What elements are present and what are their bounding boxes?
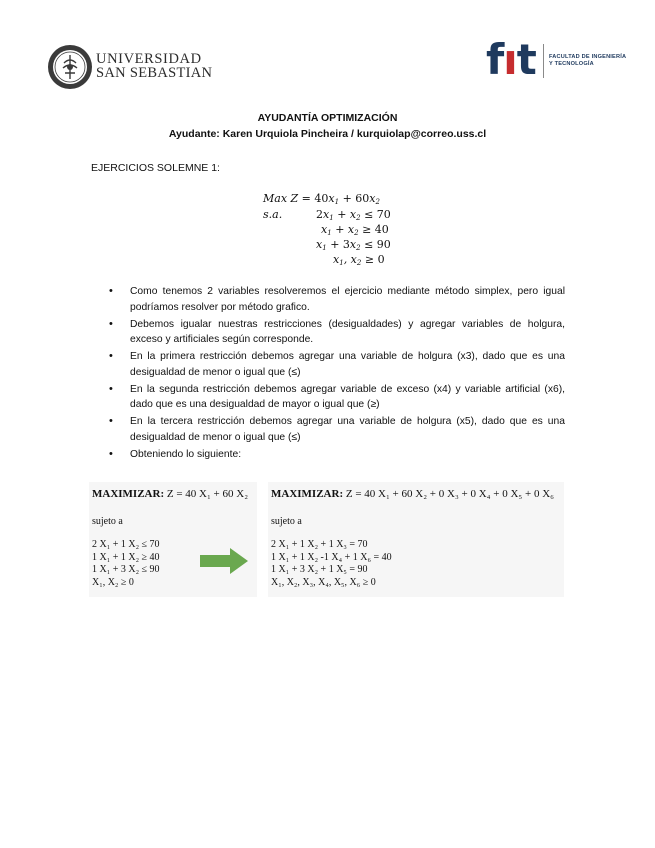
panel-heading-rest: Z = 40 X₁ + 60 X₂	[164, 488, 249, 500]
subject-to-label: s.a.	[263, 208, 283, 221]
list-item: • Como tenemos 2 variables resolveremos el ejercicio mediante método simplex, pero igual podríamos resolver por método grafico.	[110, 284, 565, 315]
university-name	[96, 52, 212, 80]
university-name-line1: UNIVERSIDAD	[96, 51, 202, 67]
constraint-lines	[92, 539, 160, 589]
faculty-name	[549, 54, 626, 68]
faculty-name-line2: Y TECNOLOGÍA	[549, 61, 594, 67]
constraint-line: 1 X₁ + 1 X₂ ≥ 40	[92, 551, 160, 563]
constraint-line: 2 X₁ + 1 X₂ + 1 X₃ = 70	[271, 539, 368, 550]
document-subtitle: Ayudante: Karen Urquiola Pincheira / kurquiolap@correo.uss.cl	[168, 128, 487, 140]
constraint-1: $2x_1 + x_2 \le 70$	[316, 208, 391, 222]
bullet-list	[110, 284, 565, 464]
logo-divider	[543, 44, 544, 78]
faculty-name-line1: FACULTAD DE INGENIERÍA	[549, 54, 627, 60]
subject-to-text: sujeto a	[271, 516, 302, 527]
constraint-line: X₁, X₂ ≥ 0	[92, 576, 134, 588]
constraint-line: 1 X₁ + 3 X₂ ≤ 90	[92, 564, 160, 575]
list-item: • En la primera restricción debemos agregar una variable de holgura (x3), dado que es una desigualdad de menor o igual que (≤)	[110, 349, 565, 380]
constraint-lines	[271, 539, 392, 589]
original-model-panel	[89, 482, 257, 597]
panel-heading	[271, 488, 554, 500]
panel-heading	[92, 488, 248, 500]
constraint-line: X₁, X₂, X₃, X₄, X₅, X₆ ≥ 0	[271, 576, 376, 588]
university-seal-icon	[47, 44, 93, 90]
list-item: • En la segunda restricción debemos agregar variable de exceso (x4) y variable artificial (x6), dado que es una desigualdad de mayor o igual que (≥)	[110, 382, 565, 413]
subject-to-text: sujeto a	[92, 516, 123, 527]
university-name-line2: SAN SEBASTIAN	[96, 65, 213, 81]
list-item: • Debemos igualar nuestras restricciones (desigualdades) y agregar variables de holgura, exceso y artificiales según corresponde.	[110, 317, 565, 348]
document-title: AYUDANTÍA OPTIMIZACIÓN	[257, 112, 398, 124]
arrow-right-icon	[200, 548, 248, 574]
panel-heading-bold: MAXIMIZAR:	[92, 488, 165, 500]
constraint-3: $x_1 + 3x_2 \le 90$	[316, 238, 391, 252]
non-negativity: $x_1$, $x_2 \ge 0$	[333, 253, 385, 267]
list-item: • En la tercera restricción debemos agregar una variable de holgura (x5), dado que es una desigualdad de menor o igual que (≤)	[110, 414, 565, 445]
fit-logo: fıt	[486, 35, 536, 84]
panel-heading-rest: Z = 40 X₁ + 60 X₂ + 0 X₃ + 0 X₄ + 0 X₅ + 0 X₆	[343, 488, 554, 500]
panel-heading-bold: MAXIMIZAR:	[271, 488, 344, 500]
objective-function: Max $Z = 40x_1 + 60x_2$	[263, 192, 380, 206]
constraint-line: 1 X₁ + 3 X₂ + 1 X₅ = 90	[271, 564, 368, 575]
constraint-line: 2 X₁ + 1 X₂ ≤ 70	[92, 539, 160, 550]
section-label: EJERCICIOS SOLEMNE 1:	[91, 162, 220, 174]
list-item: • Obteniendo lo siguiente:	[110, 447, 565, 463]
constraint-line: 1 X₁ + 1 X₂ -1 X₄ + 1 X₆ = 40	[271, 551, 392, 563]
standard-form-panel	[268, 482, 564, 597]
constraint-2: $x_1 + x_2 \ge 40$	[321, 223, 389, 237]
